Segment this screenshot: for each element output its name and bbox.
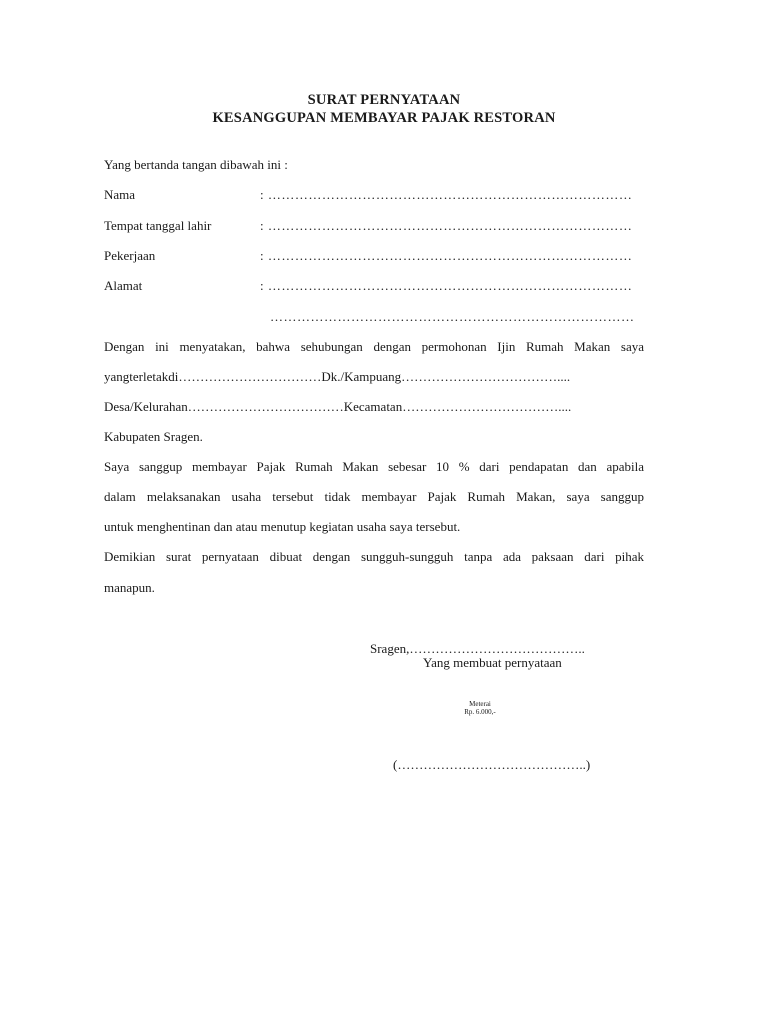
field-value-pekerjaan: : ………………………………………………………………………	[260, 248, 633, 263]
intro-text: Yang bertanda tangan dibawah ini :	[104, 157, 288, 172]
body-paragraph-1-line-3: Desa/Kelurahan………………………………Kecamatan………………………………....	[104, 399, 572, 414]
field-value-alamat: : ………………………………………………………………………	[260, 278, 633, 293]
document-subtitle: KESANGGUPAN MEMBAYAR PAJAK RESTORAN	[212, 110, 556, 126]
body-paragraph-1-line-1: Dengan ini menyatakan, bahwa sehubungan dengan permohonan Ijin Rumah Makan saya	[104, 339, 644, 354]
stamp-amount: Rp. 6.000,-	[464, 708, 496, 716]
field-label-nama: Nama	[104, 187, 136, 202]
field-label-tempat-tanggal-lahir: Tempat tanggal lahir	[104, 218, 212, 233]
stamp-label: Meterai	[469, 700, 491, 708]
field-label-alamat: Alamat	[104, 278, 143, 293]
body-paragraph-3-line-1: Demikian surat pernyataan dibuat dengan sungguh-sungguh tanpa ada paksaan dari pihak	[104, 549, 644, 564]
signature-place-date: Sragen,…………………………………..	[370, 641, 585, 656]
body-paragraph-3-line-2: manapun.	[104, 580, 155, 595]
body-paragraph-2-line-1: Saya sanggup membayar Pajak Rumah Makan sebesar 10 % dari pendapatan dan apabila	[104, 459, 644, 474]
document-title: SURAT PERNYATAAN	[307, 92, 461, 108]
field-value-alamat-continuation: ………………………………………………………………………	[270, 309, 635, 324]
body-paragraph-1-line-2: yangterletakdi……………………………Dk./Kampuang………………………………....	[104, 369, 571, 384]
signature-name-placeholder: (……………………………………..)	[393, 757, 591, 772]
body-paragraph-2-line-2: dalam melaksanakan usaha tersebut tidak membayar Pajak Rumah Makan, saya sanggup	[104, 489, 644, 504]
field-value-tempat-tanggal-lahir: : ………………………………………………………………………	[260, 218, 633, 233]
body-paragraph-2-line-3: untuk menghentinan dan atau menutup kegiatan usaha saya tersebut.	[104, 519, 461, 534]
body-paragraph-1-line-4: Kabupaten Sragen.	[104, 429, 203, 444]
field-value-nama: : ………………………………………………………………………	[260, 187, 633, 202]
field-label-pekerjaan: Pekerjaan	[104, 248, 156, 263]
signature-role: Yang membuat pernyataan	[423, 655, 562, 670]
